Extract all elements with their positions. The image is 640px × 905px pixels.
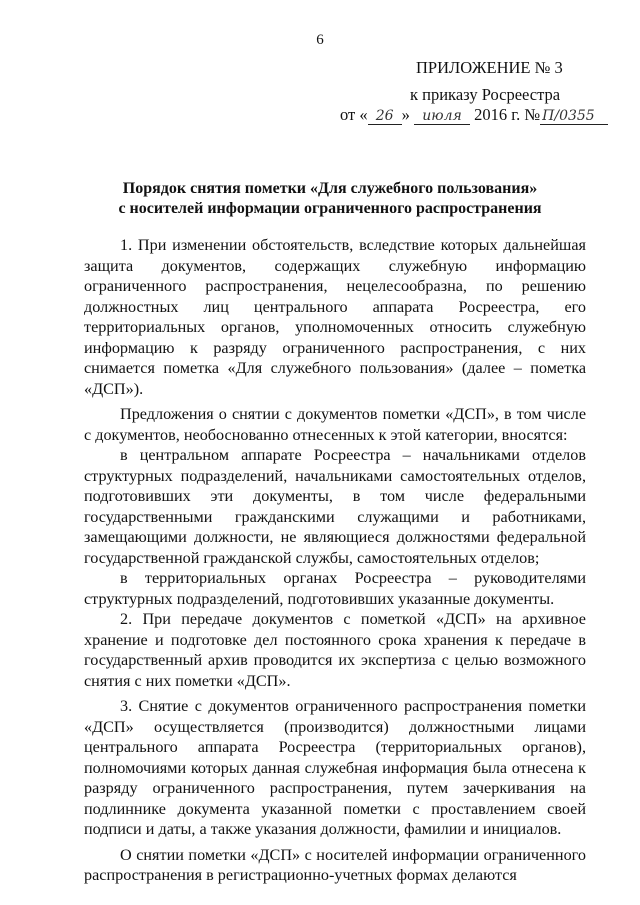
order-date-line [340, 105, 608, 125]
paragraph-3: в центральном аппарате Росреестра – начальниками отделов структурных подразделений, начальниками самостоятельных отделов, подготовивших эти документы, в том числе федеральными государственными гражданскими служащими и работниками, замещающими должности, не являющиеся должностями федеральной государственной гражданской службы, самостоятельных отделов; [84, 446, 586, 567]
order-reference: к приказу Росреестра [410, 85, 561, 104]
appendix-label: ПРИЛОЖЕНИЕ № 3 [416, 58, 563, 77]
date-close-quote: » [401, 105, 410, 124]
paragraph-6: 3. Снятие с документов ограниченного распространения пометки «ДСП» осуществляется (производится) должностными лицами центрального аппарата Росреестра (территориальных органов), полномочиями которых данная служебная информация была отнесена к разряду ограниченного распространения, путем зачеркивания на подлиннике документа указанной пометки с проставлением своей подписи и даты, а также указания должности, фамилии и инициалов. [84, 697, 586, 838]
paragraph-2: Предложения о снятии с документов пометки «ДСП», в том числе с документов, необоснованно отнесенных к этой категории, вносятся: [84, 405, 586, 444]
document-title-line-2: с носителей информации ограниченного распространения [118, 200, 542, 217]
order-number-handwritten: П/0355 [540, 109, 608, 125]
date-year: 2016 г. № [474, 105, 541, 124]
paragraph-7: О снятии пометки «ДСП» с носителей информации ограниченного распространения в регистрационно-учетных формах делаются [84, 845, 586, 884]
page-number: 6 [316, 32, 324, 48]
paragraph-4: в территориальных органах Росреестра – руководителями структурных подразделений, подготовивших указанные документы. [84, 569, 586, 608]
document-title-line-1: Порядок снятия пометки «Для служебного пользования» [122, 180, 538, 197]
document-body [84, 235, 586, 886]
paragraph-5: 2. При передаче документов с пометкой «ДСП» на архивное хранение и подготовке дел постоянного срока хранения к передаче в государственный архив проводится их экспертиза с целью возможного снятия с них пометки «ДСП». [84, 610, 586, 690]
paragraph-1: 1. При изменении обстоятельств, вследствие которых дальнейшая защита документов, содержащих служебную информацию ограниченного распространения, нецелесообразна, по решению должностных лиц центрального аппарата Росреестра, его территориальных органов, уполномоченных относить служебную информацию к разряду ограниченного распространения, с них снимается пометка «Для служебного пользования» (далее – пометка «ДСП»). [84, 236, 586, 398]
date-month-handwritten: июля [414, 109, 470, 125]
date-day-handwritten: 26 [368, 109, 402, 125]
date-prefix: от « [340, 105, 368, 124]
